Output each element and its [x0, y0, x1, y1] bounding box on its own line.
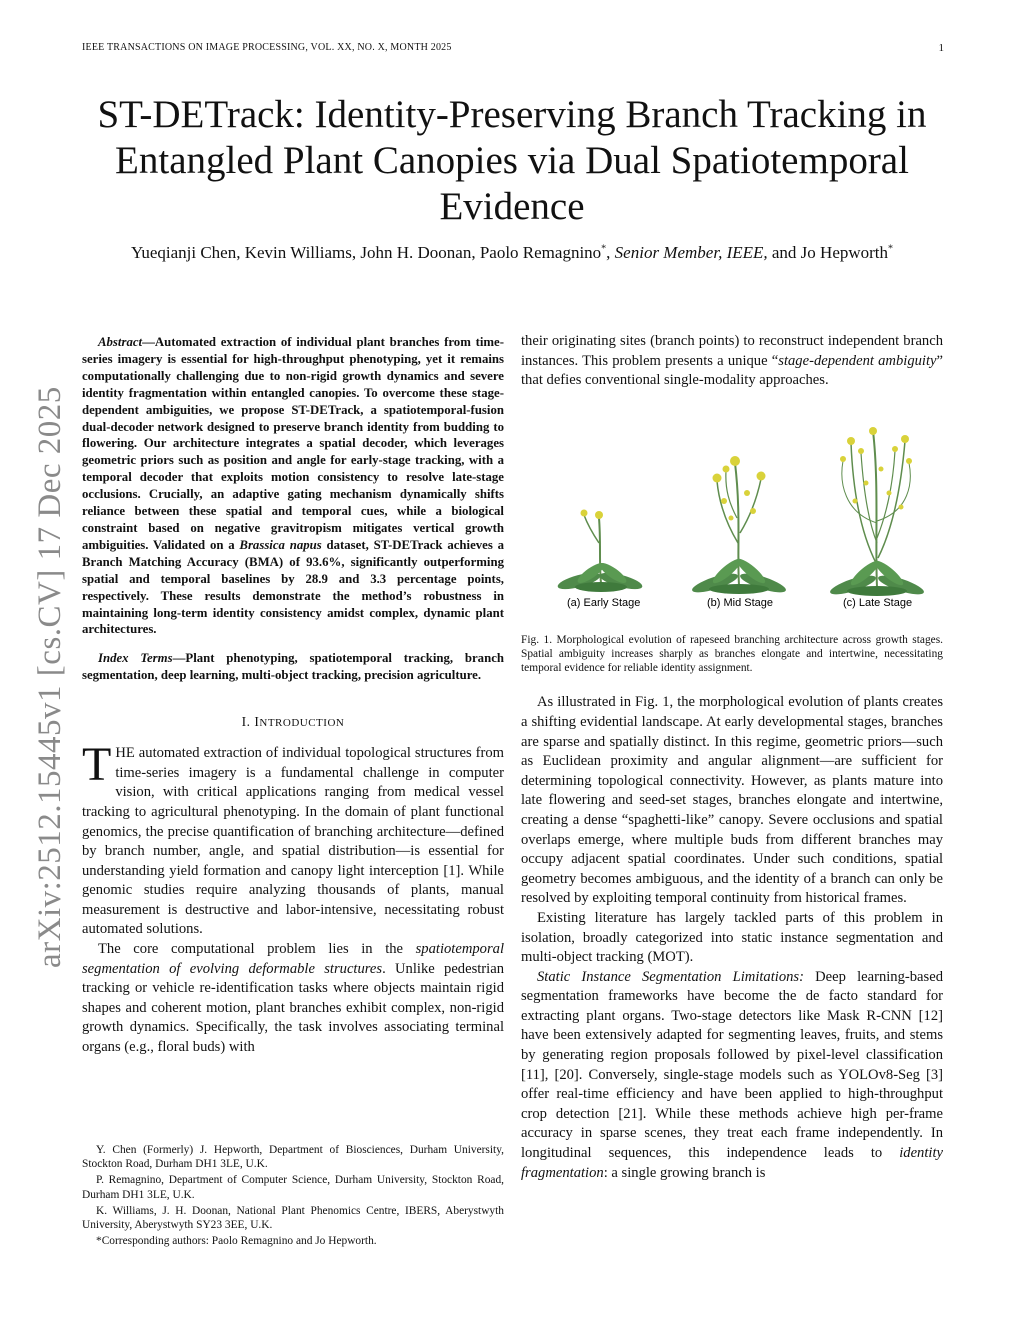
paper-title: ST-DETrack: Identity-Preserving Branch Tracking in Entangled Plant Canopies via Dual Spatiotemporal Evidence	[97, 93, 927, 228]
figure-1-illustration	[521, 423, 943, 613]
figure-label-c: (c) Late Stage	[843, 596, 913, 609]
ieee-membership: Senior Member, IEEE,	[614, 243, 768, 262]
index-terms	[82, 650, 504, 684]
intro-p5-italic2: identity fragmentation	[521, 1145, 943, 1181]
corresponding-mark: *	[601, 243, 607, 255]
author-names: Yueqianji Chen, Kevin Williams, John H. Doonan, Paolo Remagnino	[130, 243, 602, 262]
abstract	[82, 334, 504, 638]
index-terms-lead: Index Terms	[98, 651, 173, 666]
intro-p5-italic: Static Instance Segmentation Limitations:	[537, 968, 804, 985]
intro-paragraph-2-continued	[521, 332, 943, 391]
abstract-species: Brassica napus	[239, 537, 322, 552]
early-stage-plant	[556, 509, 644, 592]
footnote-3: K. Williams, J. H. Doonan, National Plant Phenomics Centre, IBERS, Aberystwyth University, Aberystwyth SY23 3EE, U.K.	[82, 1204, 504, 1232]
intro-p2-italic: spatiotemporal segmentation of evolving deformable structures	[82, 941, 504, 977]
intro-p5-b: : a single growing branch is	[603, 1164, 766, 1181]
author-list	[60, 243, 964, 263]
section-numeral: I.	[241, 714, 255, 730]
index-terms-dash: —	[172, 651, 186, 666]
intro-paragraph-4: Existing literature has largely tackled parts of this problem in isolation, broadly categorized into static instance segmentation and multi-object tracking (MOT).	[521, 909, 943, 966]
abstract-dash: —	[142, 335, 155, 349]
section-first-letter: I	[254, 714, 260, 730]
intro-paragraph-5	[521, 968, 943, 1184]
figure-label-a: (a) Early Stage	[567, 596, 641, 609]
author-separator: ,	[606, 243, 615, 262]
intro-paragraph-1	[82, 738, 504, 940]
corresponding-mark-2: *	[888, 243, 894, 255]
footnote-1: Y. Chen (Formerly) J. Hepworth, Department of Biosciences, Durham University, Stockton Road, Durham DH1 3LE, U.K.	[82, 1144, 504, 1171]
intro-p1-text: automated extraction of individual topological structures from time-series imagery is a fundamental challenge in computer vision, with critical applications ranging from medical vessel tracking to agricultural phenotyping. In the domain of plant functional genomics, the precise quantification of branching architecture—defined by branch number, angle, and spatial distribution—is essential for understanding yield formation and canopy light interception [1]. While genomic studies require analyzing thousands of plants, manual measurement is destructive and labor-intensive, necessitating robust automated solutions.	[82, 745, 504, 938]
footnote-4: *Corresponding authors: Paolo Remagnino and Jo Hepworth.	[96, 1235, 377, 1248]
intro-p2-cont-italic: stage-dependent ambiguity	[778, 352, 937, 369]
figure-1-caption: Fig. 1. Morphological evolution of rapeseed branching architecture across growth stages. Spatial ambiguity increases sharply as branches elongate and intertwine, necessitating temporal evidence for reliable identity assignment.	[521, 633, 943, 675]
author-last: and Jo Hepworth	[767, 243, 889, 262]
intro-p2-b: . Unlike pedestrian tracking or vehicle re-identification tasks where objects maintain rigid shapes and coherent motion, plant branches exhibit complex, non-rigid growth dynamics. Specifically, the task involves associating terminal organs (e.g., floral buds) with	[82, 960, 504, 1056]
drop-cap-rest: HE	[115, 745, 135, 762]
abstract-text-1: Automated extraction of individual plant branches from time-series imagery is essential for high-throughput phenotyping, yet it remains computationally challenging due to non-rigid growth dynamics and severe identity fragmentation within entangled canopies. To overcome these stage-dependent ambiguities, we propose ST-DETrack, a spatiotemporal-fusion dual-decoder network designed to preserve branch identity from budding to flowering. Our architecture integrates a spatial decoder, which leverages geometric priors such as position and angle for early-stage tracking, with a temporal decoder that exploits motion consistency to resolve late-stage occlusions. Crucially, an adaptive gating mechanism dynamically shifts reliance between these spatial and temporal cues, while a biological constraint based on negative gravitropism mitigates vertical growth ambiguities. Validated on a	[82, 335, 504, 552]
footnotes	[82, 1143, 504, 1250]
intro-p2-cont-a: their originating sites (branch points) to reconstruct independent branch instances. This problem presents a unique “	[521, 333, 943, 369]
intro-p2-cont-b: ” that defies conventional single-modality approaches.	[521, 352, 943, 389]
page-number: 1	[938, 42, 944, 54]
intro-p2-a: The core computational problem lies in the	[98, 941, 416, 958]
intro-paragraph-3: As illustrated in Fig. 1, the morphological evolution of plants creates a shifting evidential landscape. At early developmental stages, branches are sparse and spatially distinct. In this regime, geometric priors—such as Euclidean proximity and angular alignment—are sufficient for determining topological connectivity. However, as plants mature into late flowering and seed-set stages, branches elongate and intertwine, creating a dense “spaghetti-like” canopy. Severe occlusions and spatial overlaps emerge, where multiple buds from different branches may occupy adjacent spatial coordinates. Under such conditions, spatial geometry becomes ambiguous, and the identity of a branch can only be resolved by exploiting temporal continuity from historical frames.	[521, 694, 943, 907]
right-column	[521, 332, 943, 1183]
figure-label-b: (b) Mid Stage	[707, 596, 774, 609]
arxiv-stamp	[32, 368, 68, 968]
arxiv-stamp-text: arXiv:2512.15445v1 [cs.CV] 17 Dec 2025	[32, 386, 68, 968]
left-column	[82, 334, 504, 1058]
mid-stage-plant	[690, 456, 787, 596]
abstract-lead: Abstract	[98, 335, 143, 349]
footnote-2: P. Remagnino, Department of Computer Science, Durham University, Stockton Road, Durham DH1 3LE, U.K.	[82, 1174, 504, 1201]
intro-p5-a: Deep learning-based segmentation frameworks have become the de facto standard for extracting plant organs. Two-stage detectors like Mask R-CNN [12] have been extensively adapted for segmenting leaves, fruits, and stems by generating region proposals followed by pixel-level classification [11], [20]. Conversely, single-stage models such as YOLOv8-Seg [3] offer real-time efficiency and have been applied to high-throughput crop detection [21]. While these methods achieve high per-frame accuracy in sparse scenes, they treat each frame independently. In longitudinal sequences, this independence leads to	[521, 968, 943, 1162]
drop-cap: T	[82, 738, 112, 792]
section-rest: NTRODUCTION	[259, 717, 345, 730]
late-stage-plant	[828, 427, 925, 598]
abstract-text-2: dataset, ST-DETrack achieves a Branch Matching Accuracy (BMA) of 93.6%, significantly outperforming spatial and temporal baselines by 28.9 and 3.3 percentage points, respectively. These results demonstrate the method’s robustness in maintaining long-term identity consistency amidst complex, dynamic plant architectures.	[82, 537, 504, 637]
index-terms-text: Plant phenotyping, spatiotemporal tracking, branch segmentation, deep learning, multi-object tracking, precision agriculture.	[82, 651, 504, 683]
intro-paragraph-2	[82, 940, 504, 1058]
figure-1	[521, 423, 943, 613]
running-header: IEEE TRANSACTIONS ON IMAGE PROCESSING, VOL. XX, NO. X, MONTH 2025	[82, 42, 452, 53]
section-heading-introduction	[82, 714, 504, 730]
